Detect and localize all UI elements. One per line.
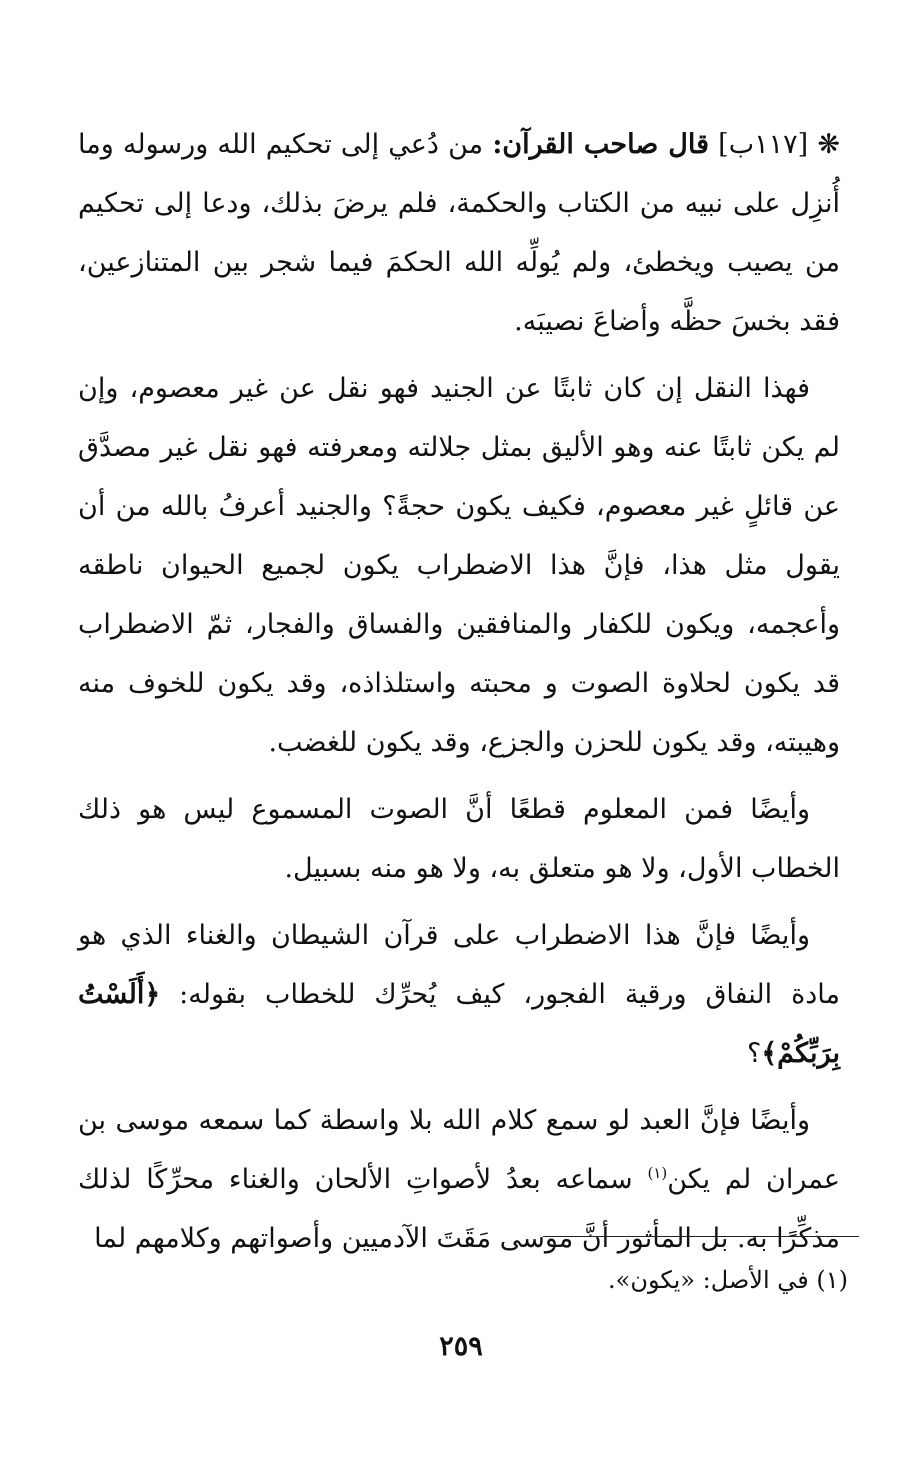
paragraph-text: وأيضًا فإنَّ هذا الاضطراب على قرآن الشيطان والغناء الذي هو مادة النفاق ورقية الفجور، كيف يُحرِّك للخطاب بقوله:: [78, 920, 840, 1010]
paragraph-text: من دُعي إلى تحكيم الله ورسوله وما أُنزِل على نبيه من الكتاب والحكمة، فلم يرضَ بذلك، ودعا إلى تحكيم من يصيب ويخطئ، ولم يُولِّه الله الحكمَ فيما شجر بين المتنازعين، فقد بخسَ حظَّه وأضاعَ نصيبَه.: [78, 129, 840, 337]
paragraph-5: [78, 1091, 840, 1268]
footnote: [300, 1263, 848, 1297]
main-text: [78, 115, 840, 1268]
footnote-number: (١): [816, 1266, 848, 1294]
paragraph-text-end: ؟: [747, 1038, 762, 1069]
manuscript-folio-ref: [١١٧ب]: [718, 129, 809, 160]
paragraph-text-end: سماعه بعدُ لأصواتِ الألحان والغناء محرِّكًا لذلك مذكِّرًا به. بل المأثور أنَّ موسى مَقَتَ الآدميين وأصواتهم وكلامهم لما: [78, 1164, 840, 1254]
paragraph-text: وأيضًا فإنَّ العبد لو سمع كلام الله بلا واسطة كما سمعه موسى بن عمران لم يكن: [78, 1105, 840, 1195]
paragraph-1: [78, 115, 840, 351]
paragraph-4: [78, 906, 840, 1083]
paragraph-3: [78, 780, 840, 898]
footnote-reference: (١): [647, 1164, 668, 1182]
section-marker-icon: ❋: [817, 129, 840, 160]
footnote-text: في الأصل: «يكون».: [608, 1266, 809, 1294]
quran-quote: ﴿أَلَسْتُ بِرَبِّكُمْ﴾: [78, 979, 840, 1069]
paragraph-text: وأيضًا فمن المعلوم قطعًا أنَّ الصوت المسموع ليس هو ذلك الخطاب الأول، ولا هو متعلق به، ولا هو منه بسبيل.: [78, 794, 840, 884]
paragraph-heading: قال صاحب القرآن:: [492, 129, 709, 160]
paragraph-2: [78, 359, 840, 772]
page-number: ٢٥٩: [439, 1331, 483, 1362]
paragraph-text: فهذا النقل إن كان ثابتًا عن الجنيد فهو نقل عن غير معصوم، وإن لم يكن ثابتًا عنه وهو الأليق بمثل جلالته ومعرفته فهو نقل غير مصدَّق عن قائلٍ غير معصوم، فكيف يكون حجةً؟ والجنيد أعرفُ بالله من أن يقول مثل هذا، فإنَّ هذا الاضطراب يكون لجميع الحيوان ناطقه وأعجمه، ويكون للكفار والمنافقين والفساق والفجار، ثمّ الاضطراب قد يكون لحلاوة الصوت و محبته واستلذاذه، وقد يكون للخوف منه وهيبته، وقد يكون للحزن والجزع، وقد يكون للغضب.: [78, 373, 840, 758]
footnote-divider: [543, 1236, 859, 1237]
